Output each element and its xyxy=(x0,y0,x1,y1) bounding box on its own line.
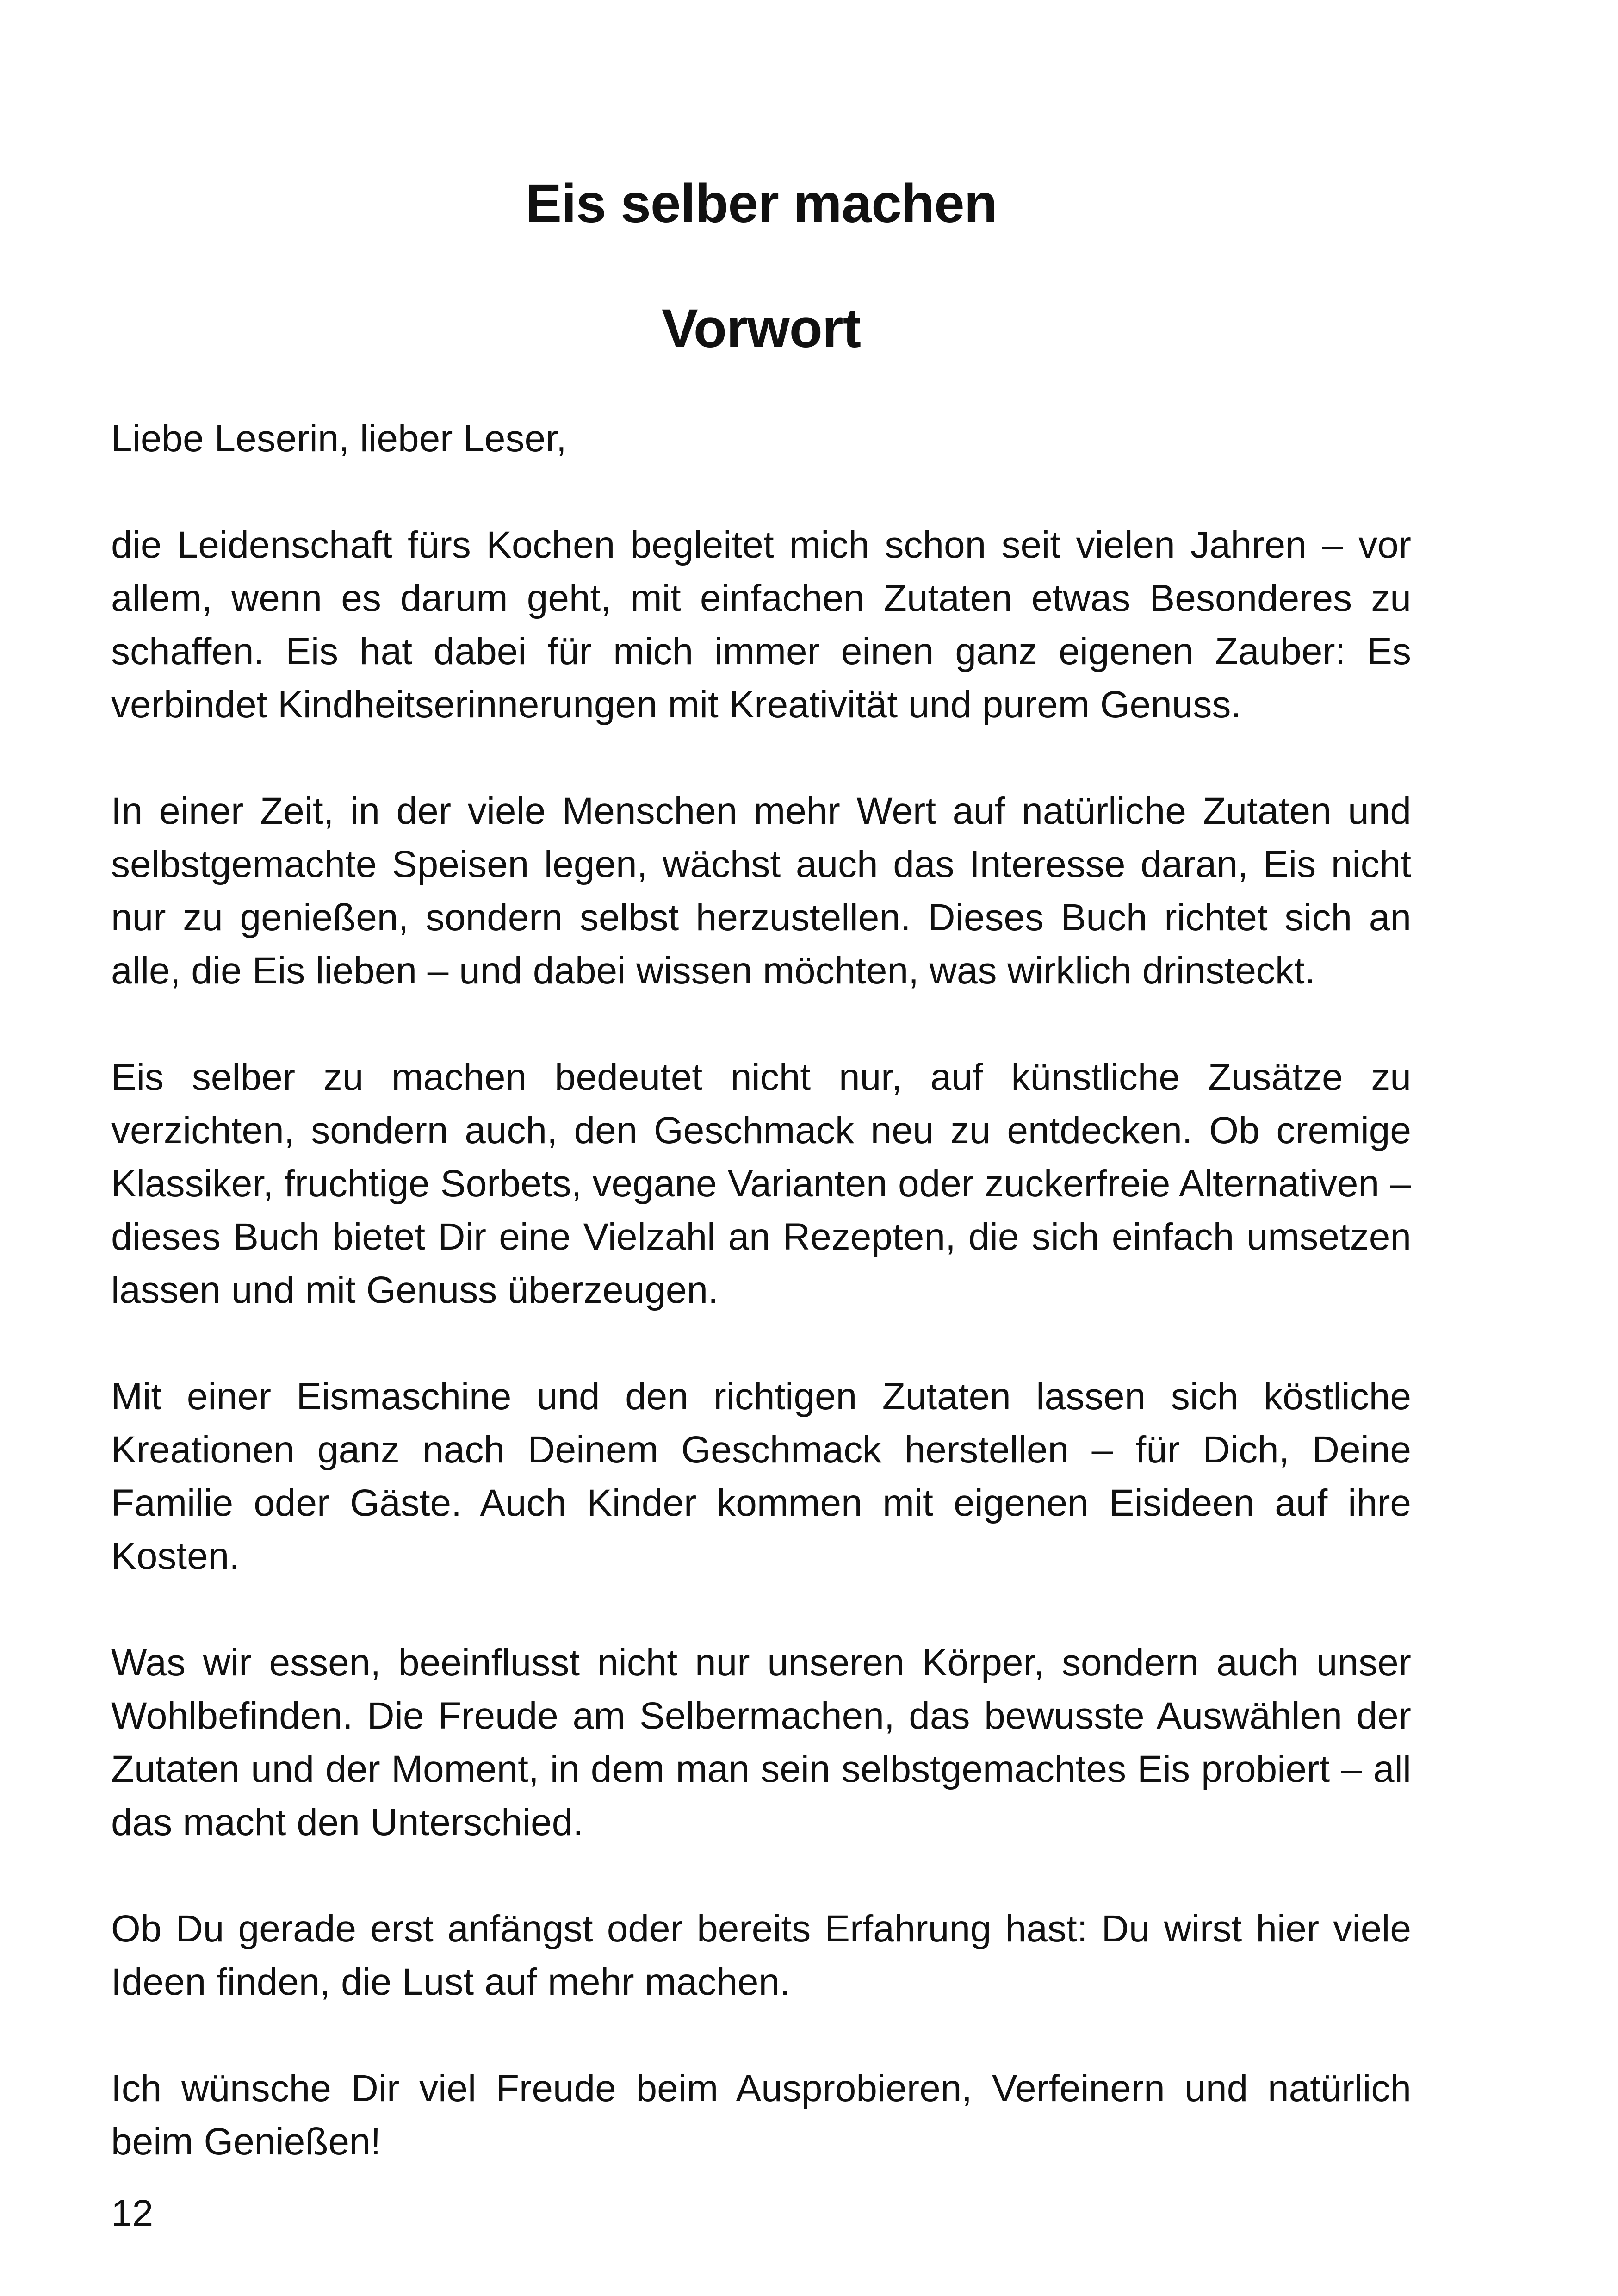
body-text xyxy=(111,412,1411,2221)
paragraph: In einer Zeit, in der viele Menschen mehr Wert auf natürliche Zutaten und selbstgemachte Speisen legen, wächst auch das Interesse daran, Eis nicht nur zu genießen, sondern selbst herzustellen. Dieses Buch richtet sich an alle, die Eis lieben – und dabei wissen möchten, was wirklich drinsteckt. xyxy=(111,790,1411,992)
book-title: Eis selber machen xyxy=(525,173,997,234)
salutation: Liebe Leserin, lieber Leser, xyxy=(111,417,567,460)
paragraph: Was wir essen, beeinflusst nicht nur unseren Körper, sondern auch unser Wohlbefinden. Die Freude am Selbermachen, das bewusste Auswählen der Zutaten und der Moment, in dem man sein selbstgemachtes Eis probiert – all das macht den Unterschied. xyxy=(111,1642,1411,1843)
paragraph: Ich wünsche Dir viel Freude beim Ausprobieren, Verfeinern und natürlich beim Genießen! xyxy=(111,2067,1411,2163)
paragraph: Eis selber zu machen bedeutet nicht nur, auf künstliche Zusätze zu verzichten, sondern auch, den Geschmack neu zu entdecken. Ob cremige Klassiker, fruchtige Sorbets, vegane Varianten oder zuckerfreie Alternativen – dieses Buch bietet Dir eine Vielzahl an Rezepten, die sich einfach umsetzen lassen und mit Genuss überzeugen. xyxy=(111,1056,1411,1311)
chapter-title: Vorwort xyxy=(661,298,861,359)
paragraph: die Leidenschaft fürs Kochen begleitet mich schon seit vielen Jahren – vor allem, wenn es darum geht, mit einfachen Zutaten etwas Besonderes zu schaffen. Eis hat dabei für mich immer einen ganz eigenen Zauber: Es verbindet Kindheitserinnerungen mit Kreativität und purem Genuss. xyxy=(111,524,1411,726)
paragraph: Mit einer Eismaschine und den richtigen Zutaten lassen sich köstliche Kreationen ganz nach Deinem Geschmack herstellen – für Dich, Deine Familie oder Gäste. Auch Kinder kommen mit eigenen Eisideen auf ihre Kosten. xyxy=(111,1375,1411,1577)
paragraph: Ob Du gerade erst anfängst oder bereits Erfahrung hast: Du wirst hier viele Ideen finden, die Lust auf mehr machen. xyxy=(111,1908,1411,2003)
page-number: 12 xyxy=(111,2192,154,2234)
